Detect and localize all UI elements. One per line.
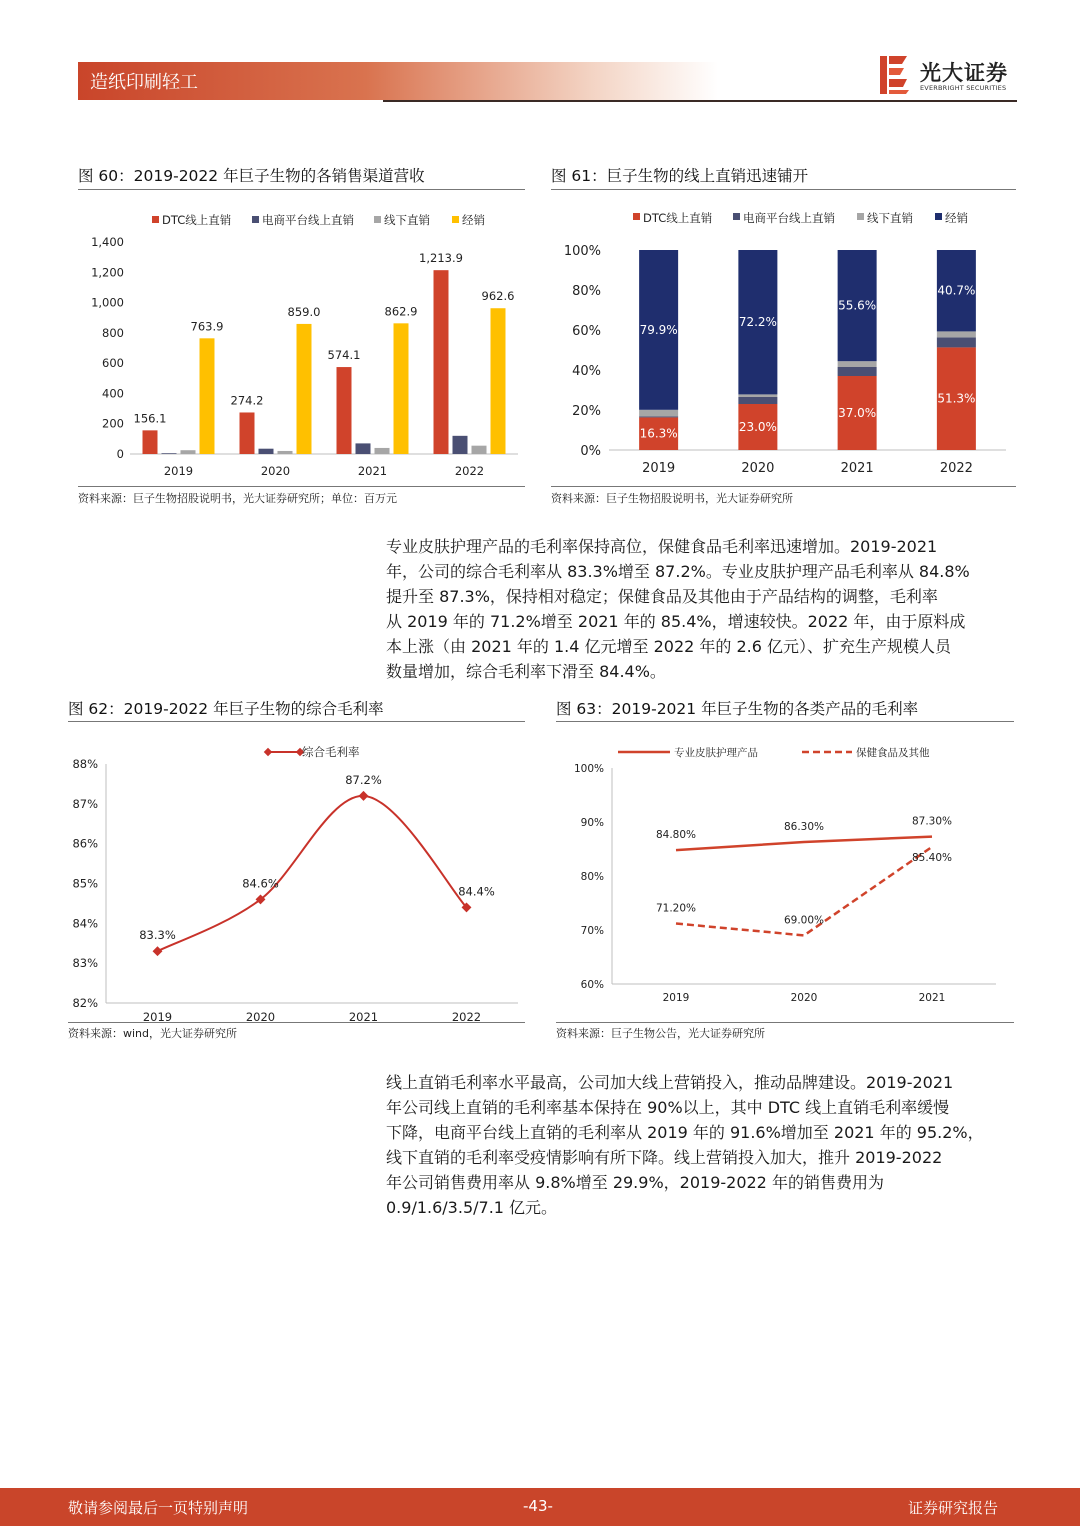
data-label: 1,213.9 (419, 251, 463, 266)
stacked-segment (738, 394, 777, 397)
data-label: 71.20% (655, 902, 697, 915)
fig62-title: 图 62：2019-2022 年巨子生物的综合毛利率 (68, 700, 384, 718)
legend-label: 经销 (945, 211, 968, 225)
legend-label: 保健食品及其他 (856, 747, 930, 759)
fig62-bottom-rule (68, 1022, 525, 1023)
legend-label: 电商平台线上直销 (262, 213, 354, 227)
legend-label: 经销 (462, 213, 485, 227)
y-tick-label: 20% (572, 404, 601, 419)
fig63-source: 资料来源：巨子生物公告，光大证券研究所 (556, 1027, 765, 1040)
data-label: 79.9% (639, 322, 678, 337)
fig60-bottom-rule (78, 486, 525, 487)
logo-text-en: EVERBRIGHT SECURITIES (920, 84, 1007, 92)
data-label: 40.7% (937, 283, 976, 298)
data-label: 55.6% (838, 298, 877, 313)
bar (162, 453, 177, 454)
fig61-chart (551, 198, 1016, 484)
stacked-segment (838, 361, 877, 367)
body-paragraph-1 (386, 534, 1014, 684)
y-tick-label: 600 (102, 356, 124, 371)
y-tick-label: 85% (72, 876, 98, 891)
data-label: 84.4% (458, 884, 495, 899)
fig60-source: 资料来源：巨子生物招股说明书，光大证券研究所；单位：百万元 (78, 492, 397, 505)
paragraph-line: 下降，电商平台线上直销的毛利率从 2019 年的 91.6%增加至 2021 年的 95.2%， (386, 1123, 984, 1142)
legend-swatch (252, 216, 259, 223)
legend-label: 电商平台线上直销 (743, 211, 835, 225)
x-tick-label: 2022 (939, 461, 973, 476)
data-label: 862.9 (384, 304, 418, 319)
section-title: 造纸印刷轻工 (90, 72, 198, 93)
y-tick-label: 100% (563, 244, 601, 259)
paragraph-line: 年，公司的综合毛利率从 83.3%增至 87.2%。专业皮肤护理产品毛利率从 84.8% (386, 562, 970, 581)
paragraph-line: 本上涨（由 2021 年的 1.4 亿元增至 2022 年的 2.6 亿元）、扩充生产规模人员 (386, 637, 952, 656)
data-label: 962.6 (481, 289, 515, 304)
data-label: 83.3% (139, 928, 176, 943)
fig60-chart (78, 198, 528, 484)
stacked-segment (639, 416, 678, 417)
y-tick-label: 200 (102, 416, 124, 431)
y-tick-label: 70% (580, 925, 604, 937)
legend-swatch (857, 213, 864, 220)
bar (181, 450, 196, 454)
fig60-title-rule (78, 189, 525, 190)
y-tick-label: 100% (573, 763, 604, 775)
header-rule (383, 100, 1017, 102)
bar (200, 338, 215, 454)
fig61-title: 图 61：巨子生物的线上直销迅速铺开 (551, 167, 809, 185)
x-tick-label: 2019 (642, 461, 676, 476)
x-tick-label: 2021 (348, 1010, 379, 1022)
x-tick-label: 2020 (790, 992, 818, 1004)
stacked-segment (639, 410, 678, 417)
x-tick-label: 2020 (741, 461, 775, 476)
fig61-title-rule (551, 189, 1016, 190)
legend-label: DTC线上直销 (162, 213, 232, 227)
bar (356, 443, 371, 454)
x-tick-label: 2019 (163, 464, 194, 478)
data-label: 274.2 (230, 393, 264, 408)
legend-swatch (935, 213, 942, 220)
data-label: 37.0% (838, 406, 877, 420)
data-label: 84.80% (655, 829, 697, 842)
series-line (676, 837, 932, 851)
y-tick-label: 400 (102, 386, 124, 401)
x-tick-label: 2021 (918, 992, 946, 1004)
stacked-segment (738, 397, 777, 404)
paragraph-line: 线下直销的毛利率受疫情影响有所下降。线上营销投入加大，推升 2019-2022 (386, 1148, 943, 1167)
y-tick-label: 60% (572, 324, 601, 339)
data-label: 763.9 (190, 319, 224, 334)
fig62-chart (68, 730, 528, 1022)
paragraph-line: 0.9/1.6/3.5/7.1 亿元。 (386, 1198, 558, 1217)
x-tick-label: 2020 (245, 1010, 276, 1022)
legend-swatch (152, 216, 159, 223)
y-tick-label: 800 (102, 325, 124, 340)
bar (472, 446, 487, 454)
y-tick-label: 80% (572, 284, 601, 299)
x-tick-label: 2022 (454, 464, 485, 478)
bar (453, 436, 468, 454)
y-tick-label: 40% (572, 364, 601, 379)
fig63-chart (556, 730, 1016, 1022)
data-label: 85.40% (911, 851, 953, 864)
data-point (359, 791, 369, 801)
body-paragraph-2 (386, 1070, 1014, 1220)
fig63-title: 图 63：2019-2021 年巨子生物的各类产品的毛利率 (556, 700, 919, 718)
data-label: 156.1 (133, 411, 167, 426)
y-tick-label: 60% (580, 979, 604, 991)
data-label: 86.30% (783, 820, 825, 833)
legend-label: 综合毛利率 (302, 745, 360, 759)
legend-label: 专业皮肤护理产品 (674, 747, 758, 759)
data-label: 69.00% (783, 914, 825, 927)
legend-marker (264, 748, 272, 756)
paragraph-line: 线上直销毛利率水平最高，公司加大线上营销投入，推动品牌建设。2019-2021 (386, 1073, 954, 1092)
stacked-segment (937, 331, 976, 337)
y-tick-label: 88% (72, 757, 98, 771)
footer-doc-type: 证券研究报告 (908, 1499, 999, 1517)
legend-swatch (452, 216, 459, 223)
data-label: 72.2% (738, 315, 777, 330)
paragraph-line: 提升至 87.3%，保持相对稳定；保健食品及其他由于产品结构的调整，毛利率 (386, 587, 938, 606)
fig63-title-rule (556, 721, 1014, 722)
stacked-segment (937, 337, 976, 347)
y-tick-label: 80% (580, 871, 604, 883)
data-label: 859.0 (287, 304, 321, 319)
bar (434, 270, 449, 454)
paragraph-line: 年公司线上直销的毛利率基本保持在 90%以上，其中 DTC 线上直销毛利率缓慢 (386, 1098, 950, 1117)
paragraph-line: 数量增加，综合毛利率下滑至 84.4%。 (386, 662, 666, 681)
fig62-title-rule (68, 721, 525, 722)
y-tick-label: 1,000 (91, 295, 124, 310)
bar (394, 323, 409, 454)
fig63-bottom-rule (556, 1022, 1014, 1023)
data-label: 23.0% (738, 420, 777, 434)
series-line (158, 796, 467, 951)
y-tick-label: 1,400 (91, 235, 124, 249)
y-tick-label: 86% (72, 836, 98, 851)
bar (278, 451, 293, 454)
data-label: 87.2% (345, 772, 382, 787)
fig62-source: 资料来源：wind，光大证券研究所 (68, 1027, 238, 1040)
legend-swatch (733, 213, 740, 220)
legend-label: 线下直销 (384, 213, 430, 227)
x-tick-label: 2022 (451, 1010, 482, 1022)
x-tick-label: 2021 (357, 464, 388, 478)
fig61-source: 资料来源：巨子生物招股说明书，光大证券研究所 (551, 492, 793, 505)
legend-label: DTC线上直销 (643, 211, 713, 225)
data-label: 16.3% (639, 426, 678, 441)
y-tick-label: 84% (72, 916, 98, 931)
y-tick-label: 1,200 (91, 265, 124, 280)
data-label: 84.6% (242, 876, 279, 891)
y-tick-label: 87% (72, 796, 98, 811)
bar (143, 430, 158, 454)
logo-text-cn: 光大证券 (920, 61, 1008, 85)
data-label: 51.3% (937, 391, 976, 406)
bar (240, 412, 255, 454)
y-tick-label: 90% (580, 817, 604, 829)
stacked-segment (838, 367, 877, 376)
paragraph-line: 从 2019 年的 71.2%增至 2021 年的 85.4%，增速较快。2022 年，由于原料成 (386, 612, 966, 631)
fig60-title: 图 60：2019-2022 年巨子生物的各销售渠道营收 (78, 167, 425, 185)
paragraph-line: 专业皮肤护理产品的毛利率保持高位，保健食品毛利率迅速增加。2019-2021 (386, 537, 938, 556)
x-tick-label: 2021 (840, 461, 874, 476)
paragraph-line: 年公司销售费用率从 9.8%增至 29.9%，2019-2022 年的销售费用为 (386, 1173, 884, 1192)
x-tick-label: 2020 (260, 464, 291, 478)
page-number: -43- (523, 1497, 553, 1515)
data-label: 87.30% (911, 815, 953, 828)
data-label: 574.1 (327, 348, 361, 363)
bar (337, 367, 352, 454)
x-tick-label: 2019 (662, 992, 690, 1004)
y-tick-label: 83% (72, 956, 98, 971)
y-tick-label: 0% (580, 444, 601, 459)
legend-swatch (633, 213, 640, 220)
bar (259, 449, 274, 454)
bar (375, 448, 390, 454)
y-tick-label: 0 (116, 447, 124, 461)
fig61-bottom-rule (551, 486, 1016, 487)
data-point (153, 946, 163, 956)
x-tick-label: 2019 (142, 1010, 173, 1022)
legend-swatch (374, 216, 381, 223)
footer-disclaimer: 敬请参阅最后一页特别声明 (68, 1499, 249, 1517)
bar (297, 324, 312, 454)
y-tick-label: 82% (72, 996, 98, 1010)
legend-label: 线下直销 (867, 211, 913, 225)
bar (491, 308, 506, 454)
